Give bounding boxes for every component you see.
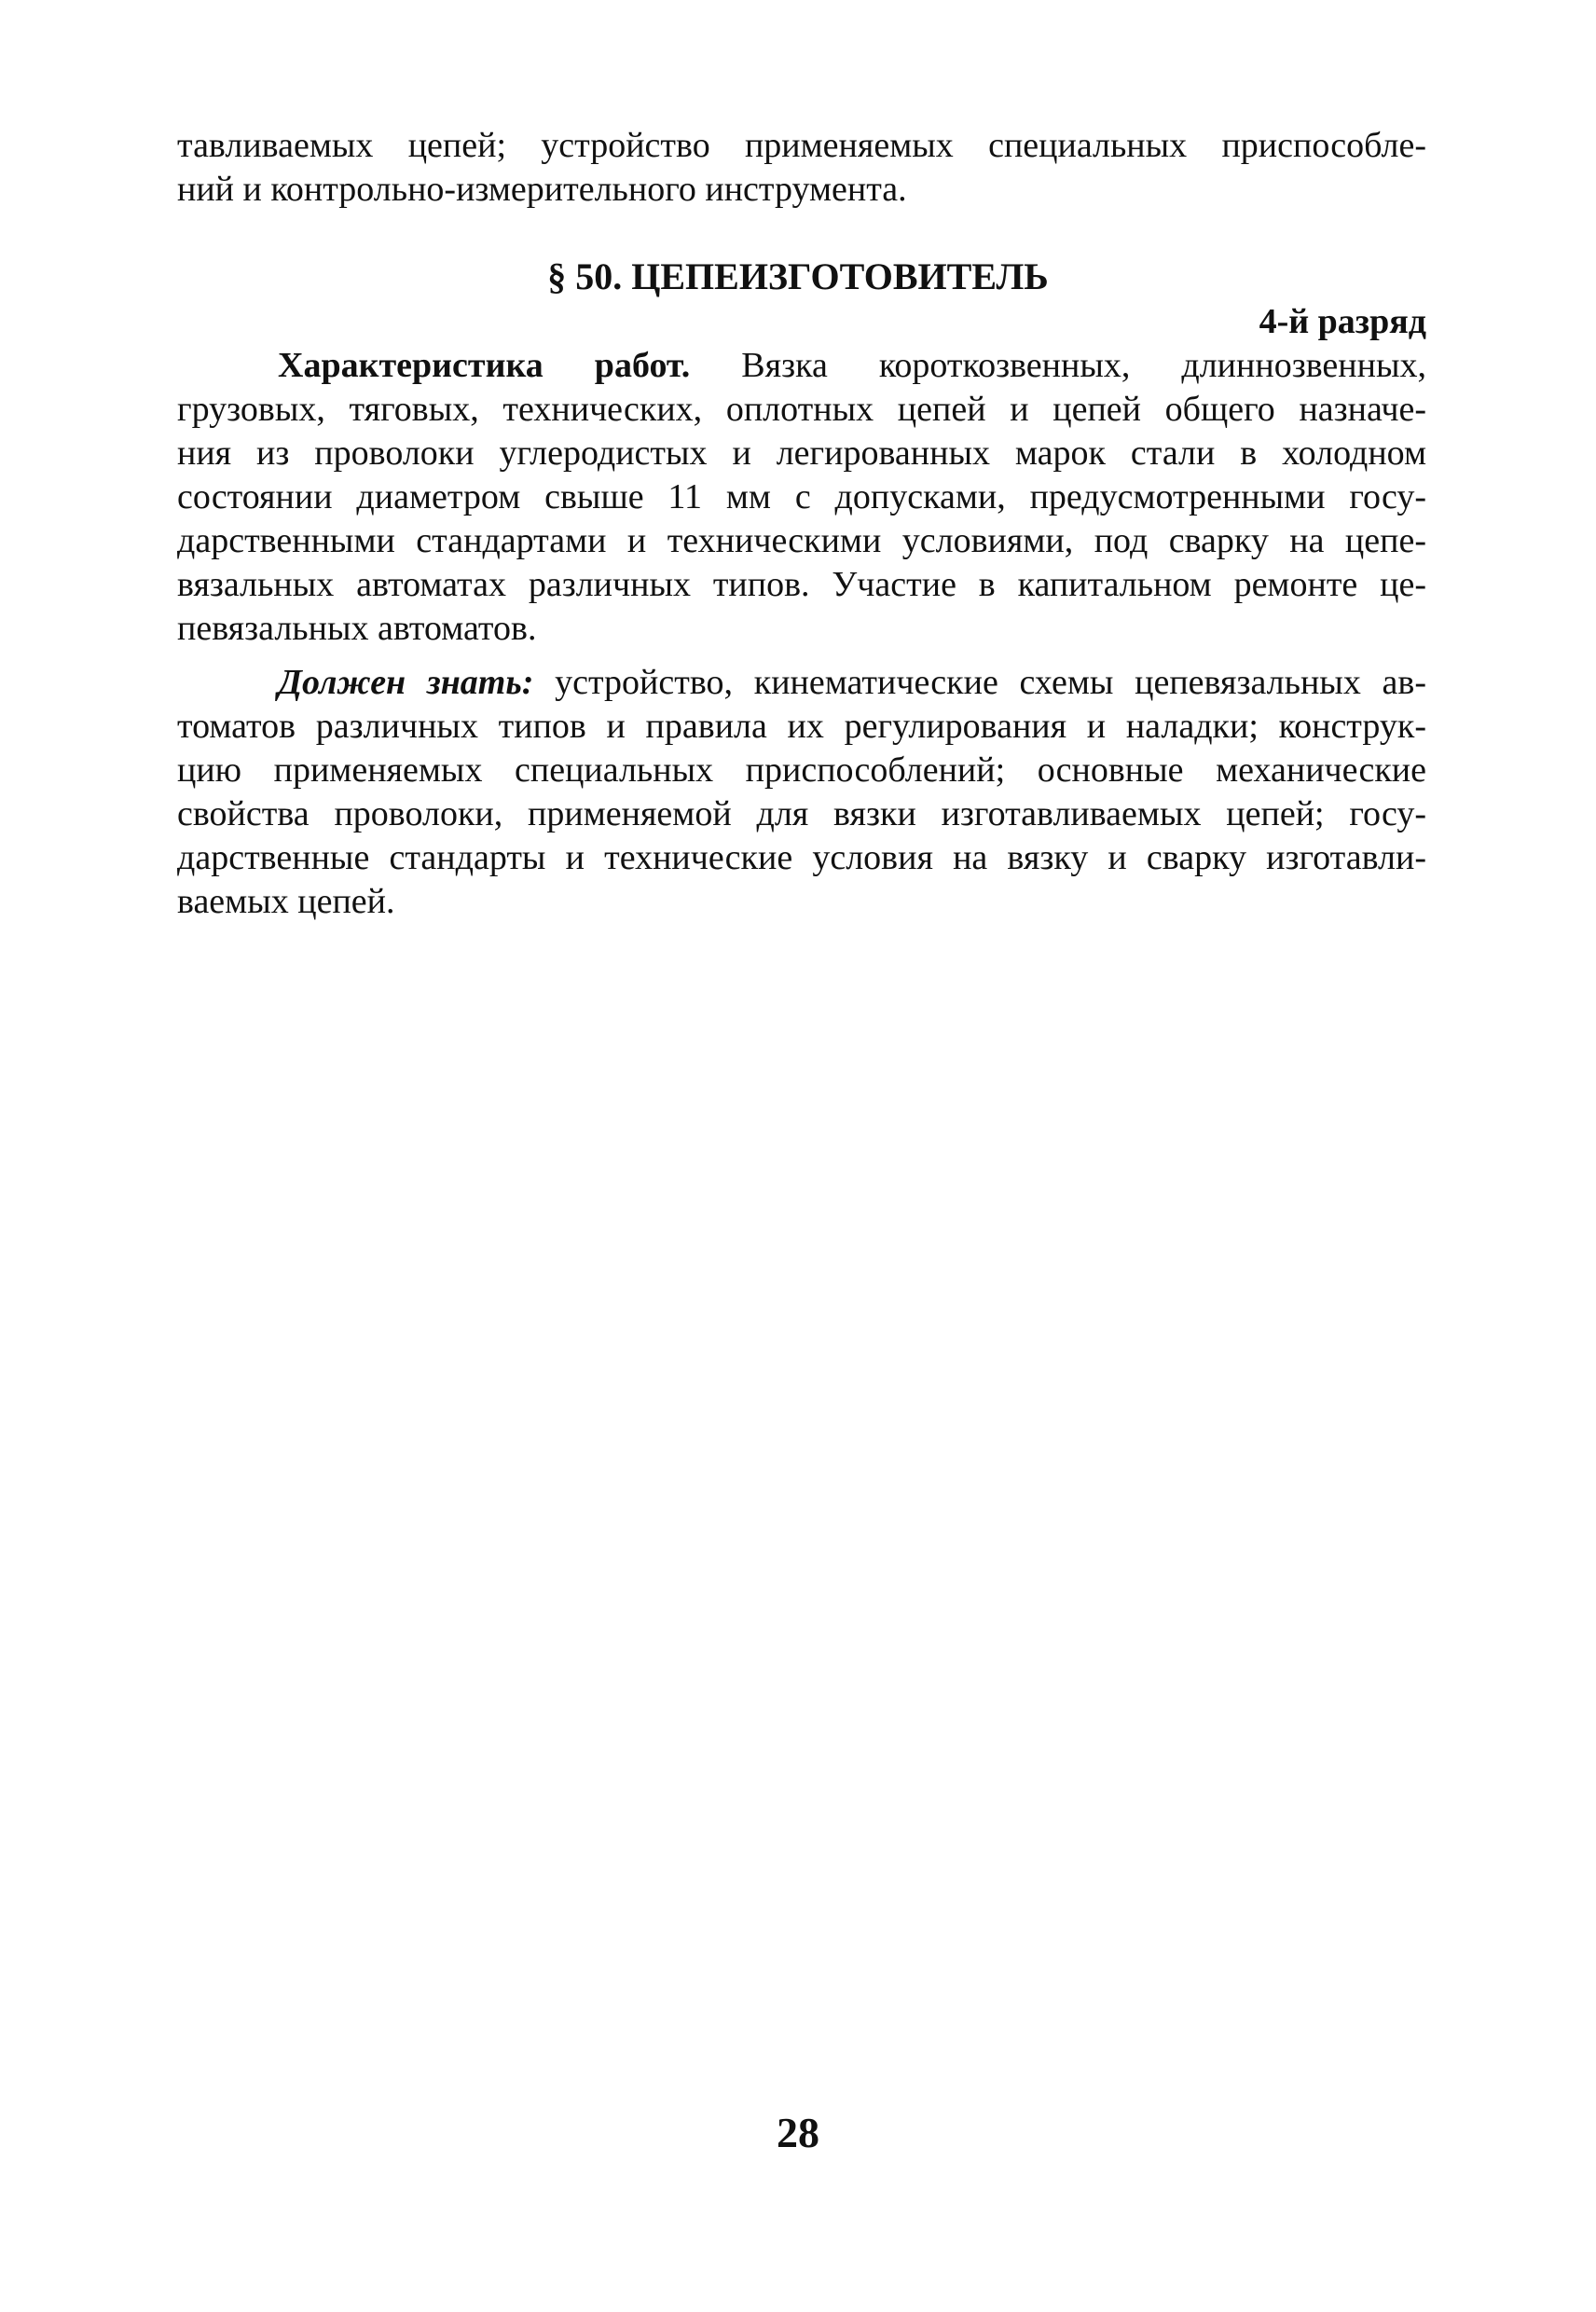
knowledge-first-line	[278, 661, 1426, 705]
text-line: дарственные стандарты и технические условия на вязку и сварку изготавли-	[177, 838, 1426, 877]
characteristics-first-line	[278, 344, 1426, 388]
text-line: тавливаемых цепей; устройство применяемых специальных приспособле-	[177, 126, 1426, 165]
text-line: дарственными стандартами и техническими условиями, под сварку на цепе-	[177, 521, 1426, 560]
knowledge-label: Должен знать:	[278, 663, 534, 702]
page-number: 28	[777, 2109, 819, 2156]
text-line: ния из проволоки углеродистых и легированных марок стали в холодном	[177, 434, 1426, 473]
text-line: грузовых, тяговых, технических, оплотных цепей и цепей общего назначе-	[177, 390, 1426, 429]
text-line: томатов различных типов и правила их регулирования и наладки; конструк-	[177, 707, 1426, 746]
text-run: Вязка короткозвенных, длиннозвенных,	[690, 346, 1426, 385]
section-heading: § 50. ЦЕПЕИЗГОТОВИТЕЛЬ	[547, 255, 1049, 297]
text-line: ваемых цепей.	[177, 882, 395, 921]
text-line: певязальных автоматов.	[177, 609, 537, 648]
text-line: свойства проволоки, применяемой для вязки изготавливаемых цепей; госу-	[177, 794, 1426, 833]
text-line: цию применяемых специальных приспособлений; основные механические	[177, 750, 1426, 790]
text-run: устройство, кинематические схемы цепевязальных ав-	[533, 663, 1426, 702]
text-line: вязальных автоматах различных типов. Участие в капитальном ремонте це-	[177, 565, 1426, 604]
text-line: ний и контрольно-измерительного инструмента.	[177, 170, 907, 209]
characteristics-label: Характеристика работ.	[278, 346, 691, 385]
grade-label: 4-й разряд	[1259, 302, 1426, 341]
text-line: состоянии диаметром свыше 11 мм с допусками, предусмотренными госу-	[177, 477, 1426, 516]
